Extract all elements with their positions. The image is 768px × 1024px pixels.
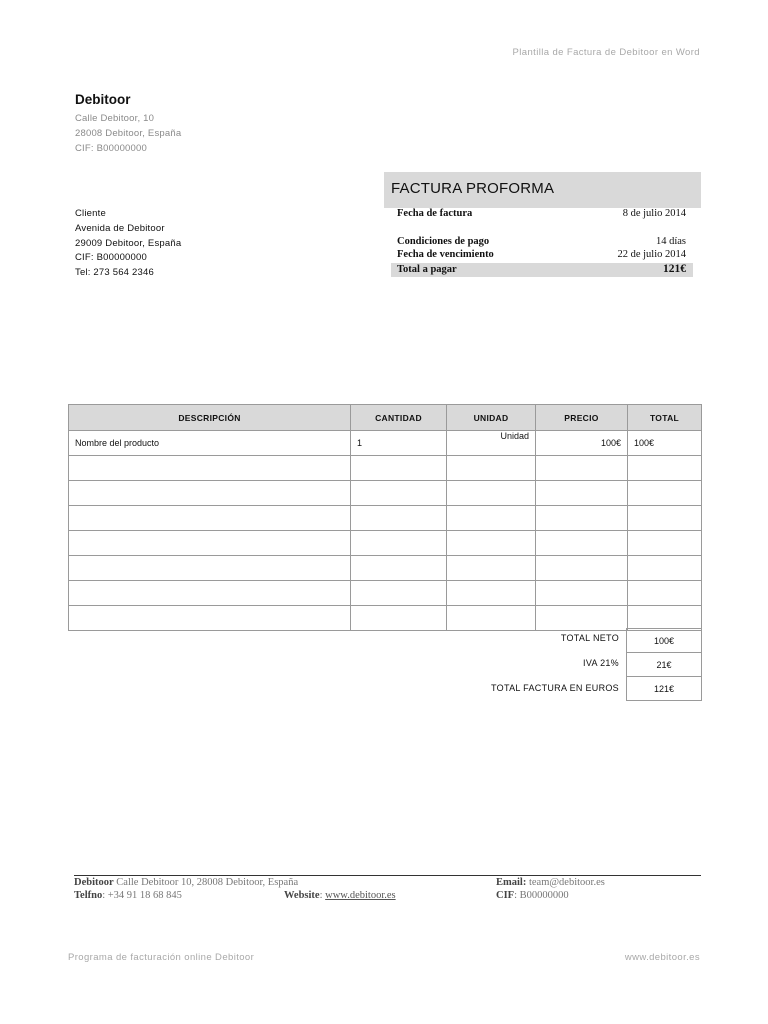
- header-note: Plantilla de Factura de Debitoor en Word: [512, 47, 700, 58]
- items-header-row: [69, 405, 702, 431]
- cell-description: [69, 581, 351, 606]
- cell-price: [536, 556, 628, 581]
- col-header-unit: UNIDAD: [447, 405, 536, 431]
- cell-total: [628, 456, 702, 481]
- col-header-price: PRECIO: [536, 405, 628, 431]
- client-label: Cliente: [75, 208, 106, 219]
- company-name: Debitoor: [75, 92, 131, 107]
- client-address: Avenida de Debitoor: [75, 222, 165, 234]
- net-total-label: TOTAL NETO: [560, 633, 619, 643]
- footer-company: [74, 877, 298, 888]
- footer-cif-label: CIF: [496, 890, 515, 901]
- cell-quantity: [351, 456, 447, 481]
- net-total-value: 100€: [626, 628, 702, 653]
- company-address-block: [75, 111, 181, 156]
- items-table: [68, 404, 702, 631]
- cell-total: 100€: [628, 431, 702, 456]
- total-due-label: Total a pagar: [397, 264, 457, 275]
- cell-description: [69, 456, 351, 481]
- footer-website: Website: www.debitoor.es: [284, 890, 396, 901]
- cell-total: [628, 581, 702, 606]
- vat-label: IVA 21%: [583, 658, 619, 668]
- footer-company-address: Calle Debitoor 10, 28008 Debitoor, España: [116, 877, 299, 888]
- table-row: [69, 531, 702, 556]
- invoice-date-value: 8 de julio 2014: [622, 208, 686, 219]
- cell-quantity: [351, 581, 447, 606]
- cell-unit: [447, 581, 536, 606]
- footer-phone: [74, 890, 182, 901]
- table-row: [69, 606, 702, 631]
- cell-quantity: [351, 531, 447, 556]
- cell-quantity: [351, 556, 447, 581]
- footer-website-link[interactable]: www.debitoor.es: [325, 890, 396, 901]
- cell-unit: [447, 606, 536, 631]
- col-header-description: DESCRIPCIÓN: [69, 405, 351, 431]
- table-row: [69, 506, 702, 531]
- cell-unit: [447, 531, 536, 556]
- footer-divider: [74, 875, 701, 876]
- table-row: [69, 456, 702, 481]
- cell-price: [536, 456, 628, 481]
- cell-unit: [447, 456, 536, 481]
- table-row: [69, 481, 702, 506]
- cell-quantity: 1: [351, 431, 447, 456]
- vat-value: 21€: [626, 653, 702, 677]
- cell-price: [536, 606, 628, 631]
- payment-terms-label: Condiciones de pago: [397, 236, 490, 247]
- client-block: [75, 207, 181, 281]
- cell-description: [69, 531, 351, 556]
- cell-price: [536, 506, 628, 531]
- col-header-quantity: CANTIDAD: [351, 405, 447, 431]
- cell-unit: Unidad: [447, 431, 536, 456]
- client-cif: CIF: B00000000: [75, 252, 147, 264]
- client-city: 29009 Debitoor, España: [75, 237, 182, 249]
- due-date-value: 22 de julio 2014: [617, 249, 686, 260]
- table-row: [69, 581, 702, 606]
- footer-email-value: team@debitoor.es: [528, 877, 605, 888]
- cell-price: [536, 481, 628, 506]
- cell-unit: [447, 481, 536, 506]
- invoice-total-label: TOTAL FACTURA EN EUROS: [491, 683, 619, 693]
- cell-total: [628, 481, 702, 506]
- cell-price: [536, 581, 628, 606]
- invoice-date-label: Fecha de factura: [397, 208, 473, 219]
- invoice-total-value: 121€: [626, 677, 702, 701]
- cell-description: [69, 556, 351, 581]
- cell-total: [628, 556, 702, 581]
- footer-email: [496, 877, 605, 888]
- col-header-total: TOTAL: [628, 405, 702, 431]
- cell-quantity: [351, 606, 447, 631]
- cell-description: [69, 481, 351, 506]
- payment-terms-value: 14 días: [655, 236, 686, 247]
- footer-website-label: Website: [284, 890, 320, 901]
- cell-quantity: [351, 481, 447, 506]
- cell-unit: [447, 556, 536, 581]
- footer-phone-label: Telfno: [74, 890, 103, 901]
- cell-quantity: [351, 506, 447, 531]
- invoice-title-box: [384, 172, 701, 208]
- cell-description: [69, 606, 351, 631]
- footer-phone-value: : +34 91 18 68 845: [102, 890, 182, 901]
- cell-description: [69, 506, 351, 531]
- footer-cif-value: : B00000000: [514, 890, 569, 901]
- company-address: Calle Debitoor, 10: [75, 113, 155, 124]
- bottom-right-note: www.debitoor.es: [624, 952, 700, 963]
- cell-price: 100€: [536, 431, 628, 456]
- invoice-title: FACTURA PROFORMA: [391, 180, 555, 197]
- footer-company-name: Debitoor: [74, 877, 114, 888]
- footer-cif: [496, 890, 569, 901]
- cell-total: [628, 506, 702, 531]
- client-tel: Tel: 273 564 2346: [75, 267, 154, 279]
- cell-price: [536, 531, 628, 556]
- due-date-label: Fecha de vencimiento: [397, 249, 494, 260]
- table-row: [69, 556, 702, 581]
- cell-unit: [447, 506, 536, 531]
- cell-description: Nombre del producto: [69, 431, 351, 456]
- footer-email-label: Email:: [496, 877, 527, 888]
- bottom-left-note: Programa de facturación online Debitoor: [68, 952, 255, 963]
- total-due-value: 121€: [663, 263, 686, 275]
- table-row: [69, 431, 702, 456]
- cell-total: [628, 606, 702, 631]
- company-city: 28008 Debitoor, España: [75, 128, 182, 139]
- cell-total: [628, 531, 702, 556]
- company-cif: CIF: B00000000: [75, 143, 147, 154]
